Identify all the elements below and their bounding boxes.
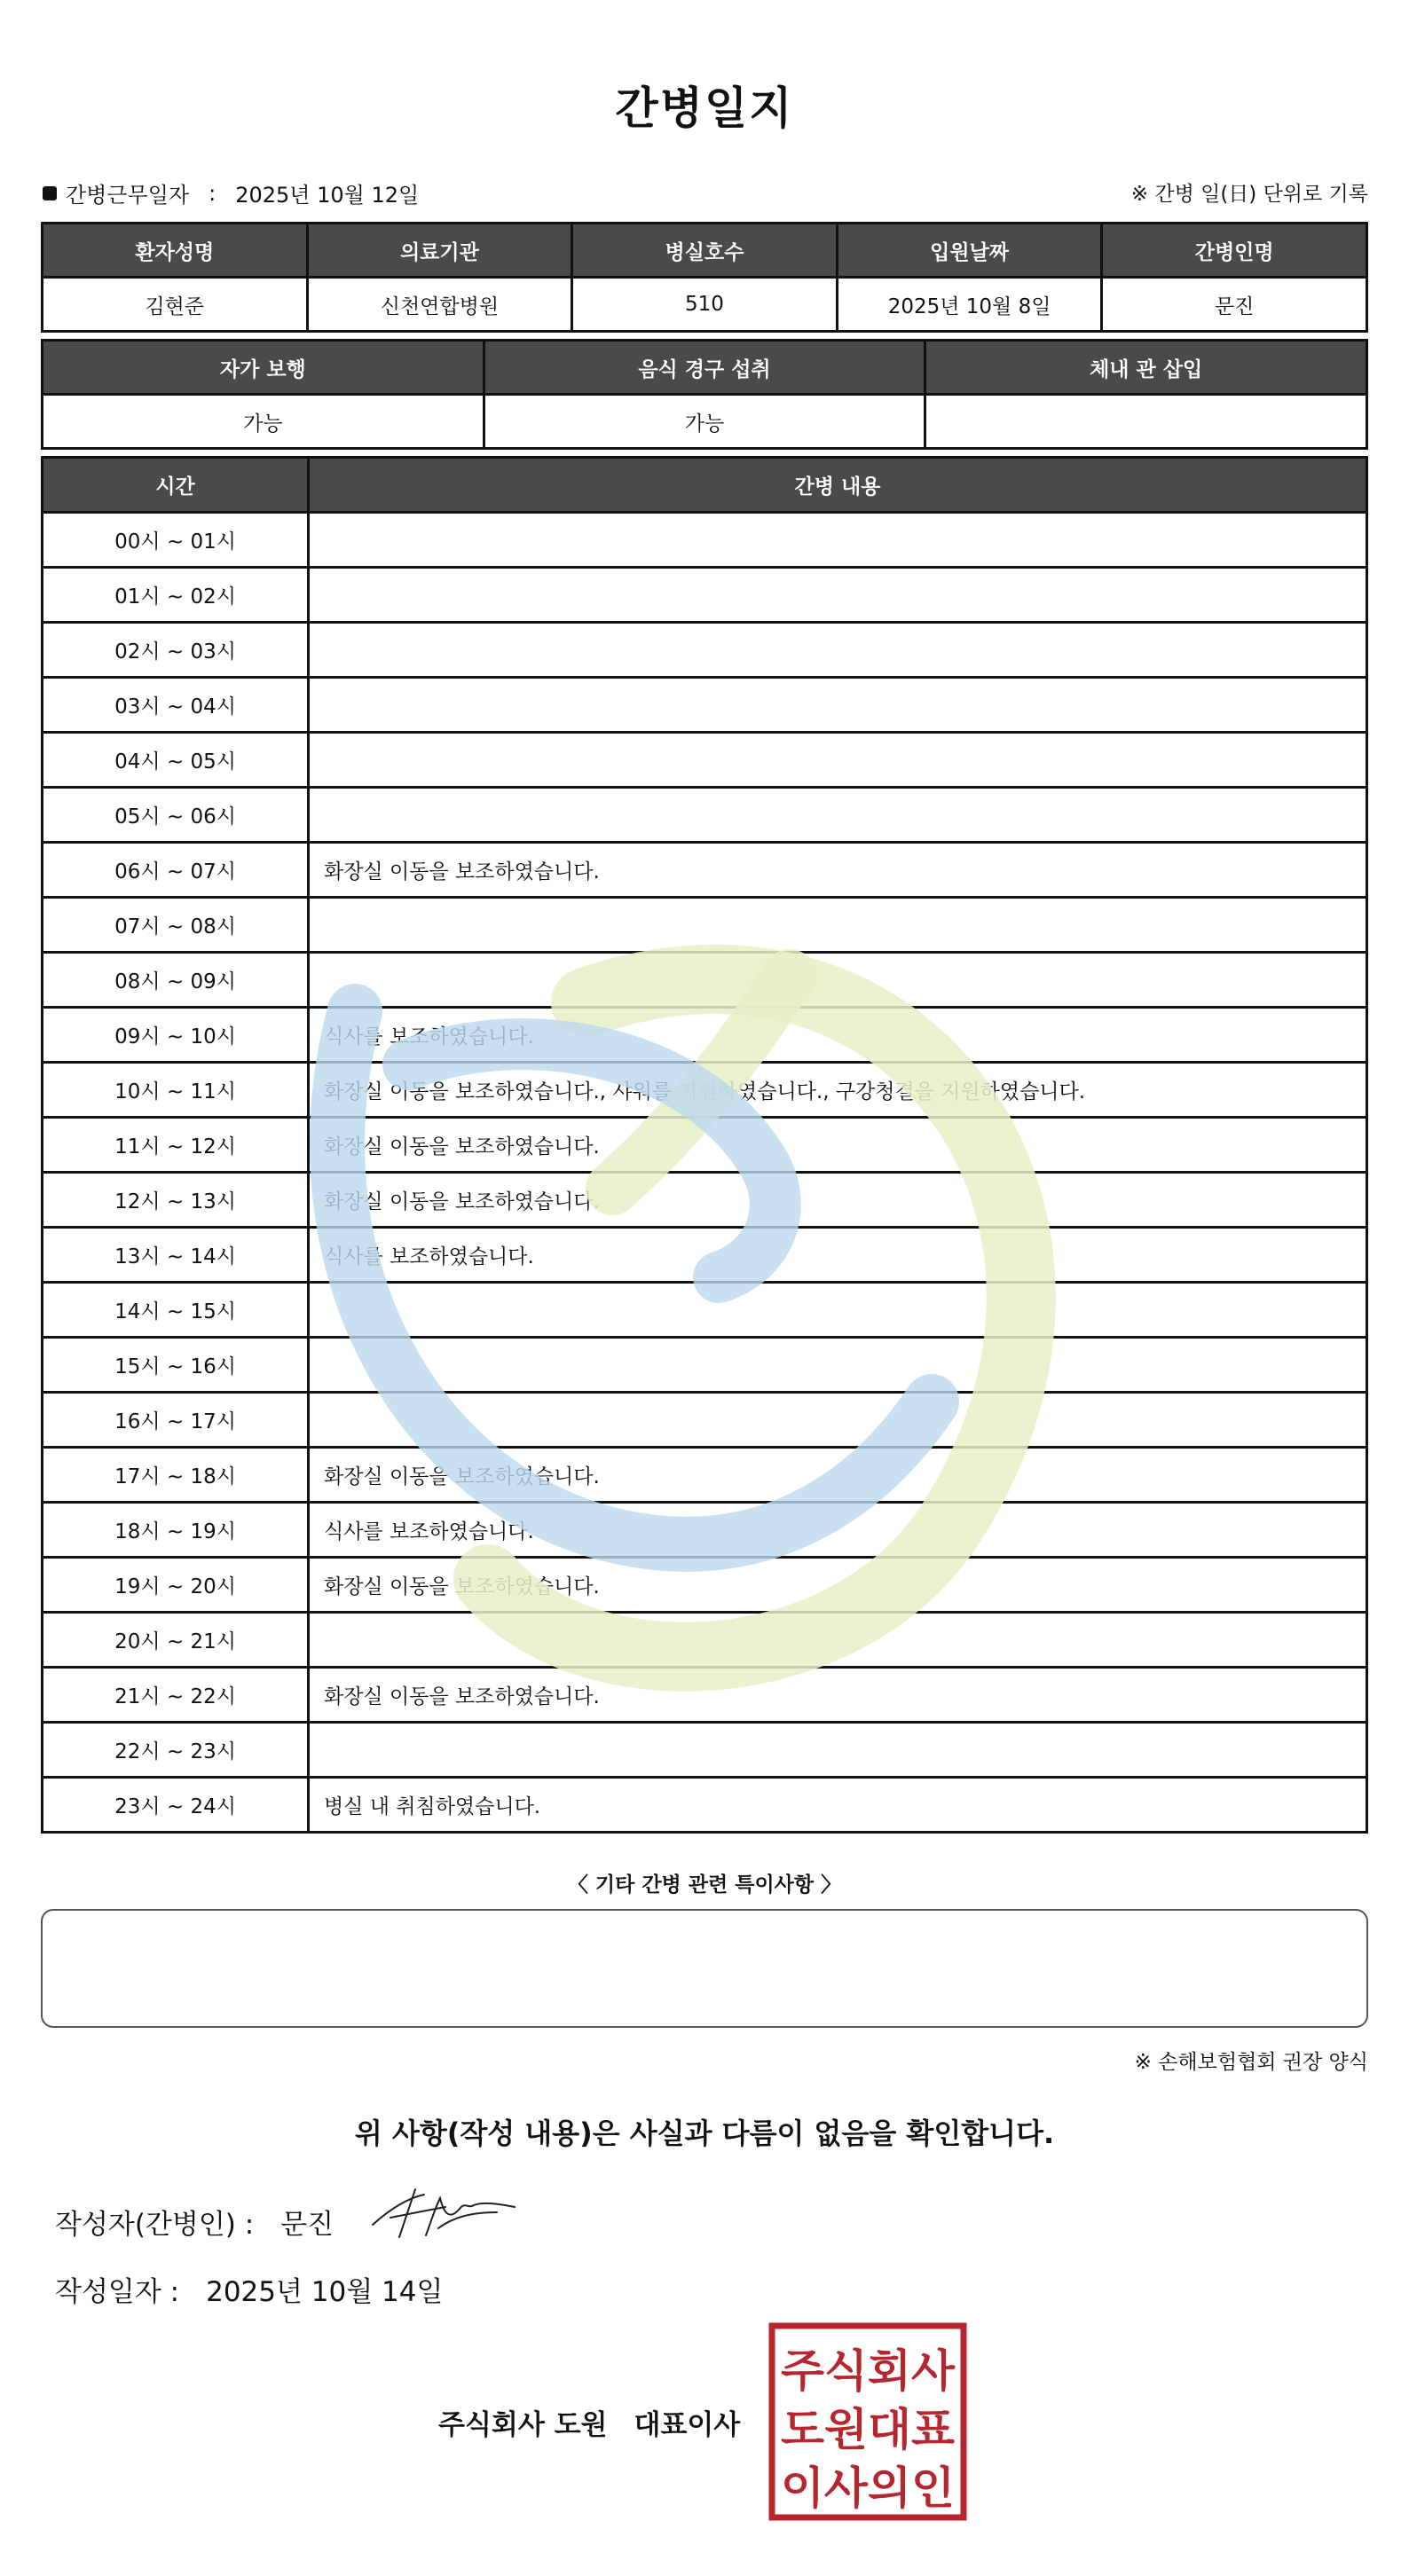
log-row xyxy=(43,1118,1367,1173)
self-walking-value: 가능 xyxy=(43,395,484,449)
patient-status-table xyxy=(41,339,1368,450)
special-notes-box xyxy=(41,1909,1368,2028)
log-row xyxy=(43,1558,1367,1613)
log-time-cell: 20시 ~ 21시 xyxy=(43,1613,309,1668)
work-date-colon: : xyxy=(209,180,216,206)
log-content-cell: 화장실 이동을 보조하였습니다. xyxy=(309,843,1367,898)
hospital-name: 신천연합병원 xyxy=(307,278,572,332)
log-time-cell: 13시 ~ 14시 xyxy=(43,1228,309,1283)
representative-title: 대표이사 xyxy=(634,2409,741,2441)
handwritten-signature xyxy=(364,2182,523,2253)
log-content-cell xyxy=(309,788,1367,843)
company-seal-stamp xyxy=(768,2322,967,2521)
log-time-cell: 23시 ~ 24시 xyxy=(43,1778,309,1833)
log-content-cell: 화장실 이동을 보조하였습니다. xyxy=(309,1118,1367,1173)
log-time-cell: 19시 ~ 20시 xyxy=(43,1558,309,1613)
unit-note: ※ 간병 일(日) 단위로 기록 xyxy=(1130,183,1368,206)
written-date-line xyxy=(55,2269,443,2309)
log-row xyxy=(43,1228,1367,1283)
log-time-cell: 06시 ~ 07시 xyxy=(43,843,309,898)
header-time: 시간 xyxy=(43,458,309,513)
log-time-cell: 02시 ~ 03시 xyxy=(43,623,309,678)
log-content-cell: 화장실 이동을 보조하였습니다. xyxy=(309,1668,1367,1723)
header-patient-name: 환자성명 xyxy=(43,224,308,278)
log-time-cell: 21시 ~ 22시 xyxy=(43,1668,309,1723)
log-body xyxy=(43,513,1367,1833)
tube-insertion-value xyxy=(925,395,1367,449)
writer-line xyxy=(55,2202,334,2242)
log-row xyxy=(43,788,1367,843)
patient-value-row xyxy=(43,278,1367,332)
log-time-cell: 18시 ~ 19시 xyxy=(43,1503,309,1558)
log-row xyxy=(43,623,1367,678)
company-name: 주식회사 도원 xyxy=(438,2409,608,2441)
log-time-cell: 10시 ~ 11시 xyxy=(43,1063,309,1118)
bullet-square-icon xyxy=(43,186,57,200)
log-row xyxy=(43,1063,1367,1118)
status-value-row xyxy=(43,395,1367,449)
work-date-label: 간병근무일자 xyxy=(66,183,190,208)
log-row xyxy=(43,678,1367,733)
header-caregiver-name: 간병인명 xyxy=(1102,224,1367,278)
special-notes-title: 〈 기타 간병 관련 특이사항 〉 xyxy=(567,1873,842,1897)
header-oral-intake: 음식 경구 섭취 xyxy=(484,341,925,395)
log-row xyxy=(43,568,1367,623)
written-date-value: 2025년 10월 14일 xyxy=(206,2276,444,2308)
header-tube-insertion: 체내 관 삽입 xyxy=(925,341,1367,395)
log-row xyxy=(43,843,1367,898)
log-content-cell: 화장실 이동을 보조하였습니다. xyxy=(309,1448,1367,1503)
log-content-cell xyxy=(309,1283,1367,1338)
log-content-cell: 식사를 보조하였습니다. xyxy=(309,1008,1367,1063)
log-row xyxy=(43,1723,1367,1778)
log-row xyxy=(43,1338,1367,1393)
log-content-cell xyxy=(309,733,1367,788)
log-content-cell: 식사를 보조하였습니다. xyxy=(309,1228,1367,1283)
company-line xyxy=(438,2402,740,2442)
log-time-cell: 11시 ~ 12시 xyxy=(43,1118,309,1173)
log-row xyxy=(43,513,1367,568)
work-date-line xyxy=(43,177,419,208)
log-header-row xyxy=(43,458,1367,513)
log-time-cell: 12시 ~ 13시 xyxy=(43,1173,309,1228)
log-time-cell: 08시 ~ 09시 xyxy=(43,953,309,1008)
document-title: 간병일지 xyxy=(615,82,794,134)
log-row xyxy=(43,1393,1367,1448)
confirmation-statement: 위 사항(작성 내용)은 사실과 다름이 없음을 확인합니다. xyxy=(354,2117,1055,2150)
written-date-label: 작성일자 : xyxy=(55,2276,180,2308)
log-row xyxy=(43,1778,1367,1833)
work-date-value: 2025년 10월 12일 xyxy=(235,183,420,208)
log-row xyxy=(43,1283,1367,1338)
patient-header-row xyxy=(43,224,1367,278)
log-row xyxy=(43,953,1367,1008)
log-row xyxy=(43,733,1367,788)
log-content-cell: 화장실 이동을 보조하였습니다. xyxy=(309,1173,1367,1228)
log-row xyxy=(43,898,1367,953)
log-time-cell: 22시 ~ 23시 xyxy=(43,1723,309,1778)
log-row xyxy=(43,1503,1367,1558)
log-time-cell: 01시 ~ 02시 xyxy=(43,568,309,623)
log-time-cell: 04시 ~ 05시 xyxy=(43,733,309,788)
log-content-cell: 식사를 보조하였습니다. xyxy=(309,1503,1367,1558)
patient-name: 김현준 xyxy=(43,278,308,332)
log-content-cell xyxy=(309,898,1367,953)
caregiver-name: 문진 xyxy=(1102,278,1367,332)
log-content-cell: 화장실 이동을 보조하였습니다. xyxy=(309,1558,1367,1613)
oral-intake-value: 가능 xyxy=(484,395,925,449)
status-header-row xyxy=(43,341,1367,395)
room-number: 510 xyxy=(572,278,838,332)
log-content-cell xyxy=(309,1393,1367,1448)
log-row xyxy=(43,1008,1367,1063)
log-content-cell xyxy=(309,513,1367,568)
log-content-cell xyxy=(309,1613,1367,1668)
header-room-number: 병실호수 xyxy=(572,224,838,278)
log-time-cell: 14시 ~ 15시 xyxy=(43,1283,309,1338)
svg-text:도원대표: 도원대표 xyxy=(781,2404,956,2455)
header-self-walking: 자가 보행 xyxy=(43,341,484,395)
header-hospital: 의료기관 xyxy=(307,224,572,278)
log-row xyxy=(43,1613,1367,1668)
log-time-cell: 17시 ~ 18시 xyxy=(43,1448,309,1503)
log-row xyxy=(43,1173,1367,1228)
log-time-cell: 00시 ~ 01시 xyxy=(43,513,309,568)
log-content-cell xyxy=(309,953,1367,1008)
log-row xyxy=(43,1448,1367,1503)
log-content-cell xyxy=(309,623,1367,678)
admission-date: 2025년 10월 8일 xyxy=(837,278,1102,332)
writer-name: 문진 xyxy=(280,2209,335,2241)
log-content-cell xyxy=(309,1723,1367,1778)
svg-text:이사의인: 이사의인 xyxy=(781,2462,955,2514)
form-source-note: ※ 손해보험협회 권장 양식 xyxy=(1134,2051,1368,2074)
log-time-cell: 07시 ~ 08시 xyxy=(43,898,309,953)
log-row xyxy=(43,1668,1367,1723)
log-content-cell: 화장실 이동을 보조하였습니다., 샤워를 지원하였습니다., 구강청결을 지원하였습니다. xyxy=(309,1063,1367,1118)
header-care-content: 간병 내용 xyxy=(309,458,1367,513)
header-admission-date: 입원날짜 xyxy=(837,224,1102,278)
patient-info-table xyxy=(41,222,1368,333)
log-time-cell: 09시 ~ 10시 xyxy=(43,1008,309,1063)
log-content-cell xyxy=(309,678,1367,733)
care-log-table xyxy=(41,456,1368,1834)
log-content-cell xyxy=(309,1338,1367,1393)
log-time-cell: 03시 ~ 04시 xyxy=(43,678,309,733)
log-content-cell xyxy=(309,568,1367,623)
writer-label: 작성자(간병인) : xyxy=(55,2209,255,2241)
log-content-cell: 병실 내 취침하였습니다. xyxy=(309,1778,1367,1833)
log-time-cell: 15시 ~ 16시 xyxy=(43,1338,309,1393)
log-time-cell: 05시 ~ 06시 xyxy=(43,788,309,843)
svg-text:주식회사: 주식회사 xyxy=(781,2345,956,2397)
log-time-cell: 16시 ~ 17시 xyxy=(43,1393,309,1448)
